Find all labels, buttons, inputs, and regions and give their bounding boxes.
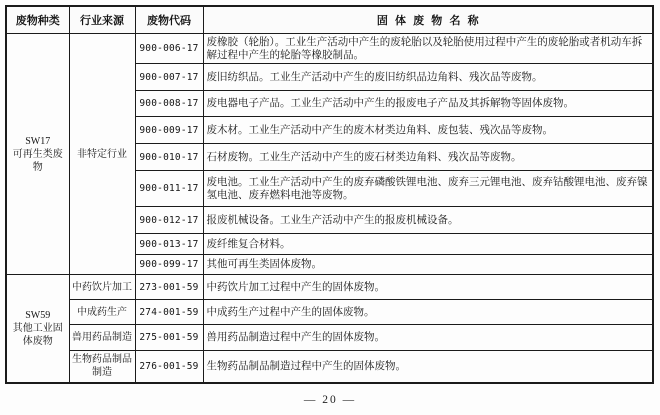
- waste-name-cell: 废木材。工业生产活动中产生的废木材类边角料、废包装、残次品等废物。: [203, 117, 653, 144]
- waste-code-cell: 274-001-59: [135, 300, 203, 325]
- waste-name-cell: 中成药生产过程中产生的固体废物。: [203, 300, 653, 325]
- waste-code-cell: 900-011-17: [135, 171, 203, 207]
- waste-category-header: 废物种类: [6, 6, 69, 34]
- page-number: — 20 —: [303, 394, 357, 406]
- waste-name-header: 固体废物名称: [203, 6, 653, 34]
- waste-name-cell: 兽用药品制造过程中产生的固体废物。: [203, 325, 653, 351]
- source-cell: 中药饮片加工: [69, 275, 135, 300]
- waste-name-cell: 废纤维复合材料。: [203, 234, 653, 255]
- waste-name-cell: 废橡胶（轮胎）。工业生产活动中产生的废轮胎以及轮胎使用过程中产生的废轮胎或者机动车拆解过程中产生的轮胎等橡胶制品。: [203, 34, 653, 64]
- waste-code-cell: 900-010-17: [135, 144, 203, 171]
- waste-code-cell: 900-009-17: [135, 117, 203, 144]
- source-cell: 中成药生产: [69, 300, 135, 325]
- solid-waste-table: [5, 5, 654, 384]
- waste-name-cell: 报废机械设备。工业生产活动中产生的报废机械设备。: [203, 207, 653, 234]
- waste-code-header: 废物代码: [135, 6, 203, 34]
- category-name: 其他工业固体废物: [12, 322, 63, 347]
- table-row: [6, 275, 653, 300]
- category-code: SW17: [25, 135, 51, 147]
- industry-source-header: 行业来源: [69, 6, 135, 34]
- waste-code-cell: 900-013-17: [135, 234, 203, 255]
- table-row: [6, 34, 653, 64]
- waste-name-cell: 石材废物。工业生产活动中产生的废石材类边角料、残次品等废物。: [203, 144, 653, 171]
- waste-code-cell: 276-001-59: [135, 351, 203, 383]
- table-row: [6, 300, 653, 325]
- waste-code-cell: 900-008-17: [135, 91, 203, 117]
- waste-name-cell: 废旧纺织品。工业生产活动中产生的废旧纺织品边角料、残次品等废物。: [203, 64, 653, 91]
- source-cell: 兽用药品制造: [69, 325, 135, 351]
- table-row: [6, 351, 653, 383]
- waste-name-cell: 其他可再生类固体废物。: [203, 255, 653, 275]
- waste-name-cell: 废电池。工业生产活动中产生的废弃磷酸铁锂电池、废弃三元锂电池、废弃钴酸锂电池、废弃镍氢电池、废弃燃料电池等废物。: [203, 171, 653, 207]
- waste-name-cell: 废电器电子产品。工业生产活动中产生的报废电子产品及其拆解物等固体废物。: [203, 91, 653, 117]
- waste-code-cell: 900-099-17: [135, 255, 203, 275]
- category-cell-sw17: [6, 34, 69, 275]
- source-cell: 生物药品制品制造: [69, 351, 135, 383]
- table-row: [6, 325, 653, 351]
- source-cell: 非特定行业: [69, 34, 135, 275]
- table-header-row: [6, 6, 653, 34]
- waste-code-cell: 900-007-17: [135, 64, 203, 91]
- waste-code-cell: 900-006-17: [135, 34, 203, 64]
- waste-code-cell: 273-001-59: [135, 275, 203, 300]
- category-cell-sw59: [6, 275, 69, 383]
- waste-name-cell: 中药饮片加工过程中产生的固体废物。: [203, 275, 653, 300]
- waste-name-cell: 生物药品制品制造过程中产生的固体废物。: [203, 351, 653, 383]
- waste-code-cell: 900-012-17: [135, 207, 203, 234]
- category-name: 可再生类废物: [12, 148, 63, 173]
- category-code: SW59: [25, 309, 51, 321]
- waste-code-cell: 275-001-59: [135, 325, 203, 351]
